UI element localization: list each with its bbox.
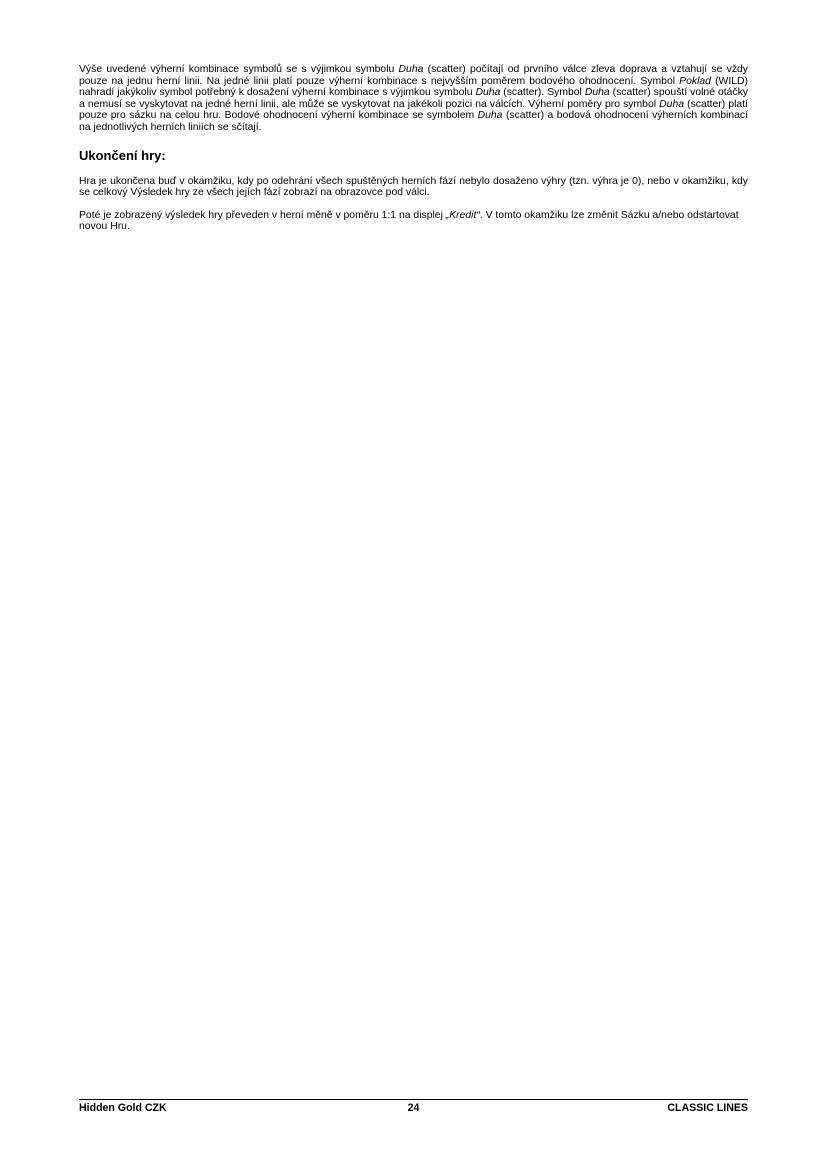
symbol-name-duha: Duha [477, 110, 503, 122]
text-run: Poté je zobrazený výsledek hry převeden v herní měně v poměru 1:1 na displej [79, 209, 446, 221]
text-run: . V tomto okamžiku lze změnit Sázku a/nebo odstartovat novou Hru. [79, 209, 739, 233]
symbol-name-duha: Duha [584, 87, 610, 99]
symbol-name-poklad: Poklad [679, 75, 711, 87]
symbol-name-duha: Duha [475, 87, 501, 99]
section-heading-game-end: Ukončení hry: [79, 147, 166, 163]
text-run: (scatter) spouští volné otáčky a nemusí se vyskytovat na jedné herní linii, ale může se vyskytovat na jakékoli pozici na válcích. Výherní poměry pro symbol [79, 87, 748, 110]
symbol-name-duha: Duha [398, 64, 424, 75]
footer-divider [79, 1099, 748, 1100]
text-run: (scatter) počítají od prvního válce zleva doprava a vztahují se vždy pouze na jednu herní linii. Na jedné linii platí pouze výherní kombinace s nejvyšším poměrem bodového ohodnocení. Symbol [79, 64, 748, 87]
paragraph-game-end: Hra je ukončena buď v okamžiku, kdy po odehrání všech spuštěných herních fází nebylo dosaženo výhry (tzn. výhra je 0), nebo v okamžiku, kdy se celkový Výsledek hry ze všech jejích fází zobrazí na obrazovce pod válci. [79, 175, 748, 199]
symbol-name-duha: Duha [659, 98, 684, 110]
text-run: (scatter) a bodová ohodnocení výherních kombinací na jednotlivých herních liniích se sčítají. [79, 110, 748, 133]
paragraph-credit-transfer [79, 210, 748, 233]
text-run: (scatter) platí pouze pro sázku na celou hru. Bodové ohodnocení výherní kombinace se symbolem [79, 98, 748, 122]
paragraph-winning-combinations [79, 64, 748, 134]
text-run: (scatter). Symbol [500, 87, 585, 99]
footer-game-type: CLASSIC LINES [667, 1102, 748, 1114]
footer-game-title: Hidden Gold CZK [79, 1102, 167, 1114]
document-body [79, 64, 748, 233]
text-run: (WILD) nahradí jakýkoliv symbol potřebný k dosažení výherní kombinace s výjimkou symbolu [79, 75, 748, 99]
text-run: Výše uvedené výherní kombinace symbolů se s výjimkou symbolu [79, 64, 399, 75]
footer-page-number: 24 [407, 1102, 420, 1114]
display-name-kredit: „Kredit“ [445, 209, 480, 221]
